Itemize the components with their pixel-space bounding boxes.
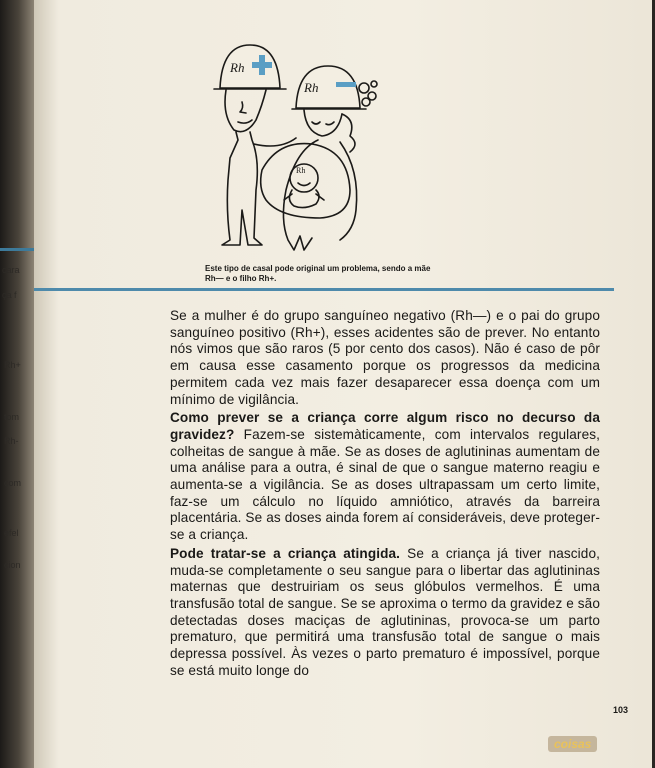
paragraph <box>170 410 600 544</box>
body-text <box>170 308 600 681</box>
watermark-logo: coisas <box>548 736 597 752</box>
paragraph-text: Fazem-se sistemàticamente, com intervalos regulares, colheitas de sangue à mãe. Se as doses de aglutininas aumentam de uma análise para a outra, é sinal de que o sangue materno reagiu e aumenta-se a vigilância. Se as doses ultrapassam um certo limite, faz-se um cálculo no líquido amniótico, através da barreira placentária. Se as doses ainda forem aí consideráveis, deve proteger-se a criança. <box>170 426 600 543</box>
paragraph <box>170 308 600 408</box>
mother-helmet-label: Rh <box>304 80 319 95</box>
left-page-blue-rule <box>0 248 34 251</box>
paragraph-text: Se a criança já tiver nascido, muda-se completamente o seu sangue para o libertar das aglutininas maternas que destruiriam os seus glóbulos vermelhos. É uma transfusão total de sangue. Se se aproxima o termo da gravidez e são detectadas doses maciças de aglutininas, provoca-se um parto prematuro, que permitirá uma transfusão total de sangue o mais depressa possível. Às vezes o parto prematuro é impossível, porque se está muito longe do <box>170 545 600 678</box>
section-divider <box>34 288 614 291</box>
left-page-fragment: tom <box>4 412 20 422</box>
left-page-fragment: Rh- <box>4 436 19 446</box>
page-number: 103 <box>613 705 629 715</box>
minus-icon <box>336 82 356 87</box>
paragraph <box>170 546 600 680</box>
baby-label: Rh <box>296 166 306 175</box>
father-helmet-label: Rh <box>230 60 245 75</box>
paragraph-text: Se a mulher é do grupo sanguíneo negativo (Rh—) e o pai do grupo sanguíneo positivo (Rh+), esses acidentes são de prever. No entanto nós vimos que são raros (5 por cento dos casos). Não é caso de pôr em causa esse casamento porque os progressos da medicina permitem cada vez mais fazer desaparecer essa doença com um mínimo de vigilância. <box>170 308 600 407</box>
paragraph-lead: Pode tratar-se a criança atingida. <box>170 545 401 561</box>
left-page-fragment: com <box>4 478 22 488</box>
left-page-fragment: efel <box>4 528 19 538</box>
left-page-fragment: ça f <box>2 290 17 300</box>
left-page-fragment: cion <box>4 560 21 570</box>
couple-illustration <box>200 40 400 255</box>
illustration-caption: Este tipo de casal pode original um problema, sendo a mãe Rh— e o filho Rh+. <box>205 264 431 283</box>
left-page-fragment: cara <box>2 265 20 275</box>
paragraph-lead: Como prever se a criança corre algum risco no decurso da gravidez? <box>170 410 600 442</box>
left-page-fragment: Rh+ <box>4 360 21 370</box>
left-page-edge <box>0 0 34 768</box>
